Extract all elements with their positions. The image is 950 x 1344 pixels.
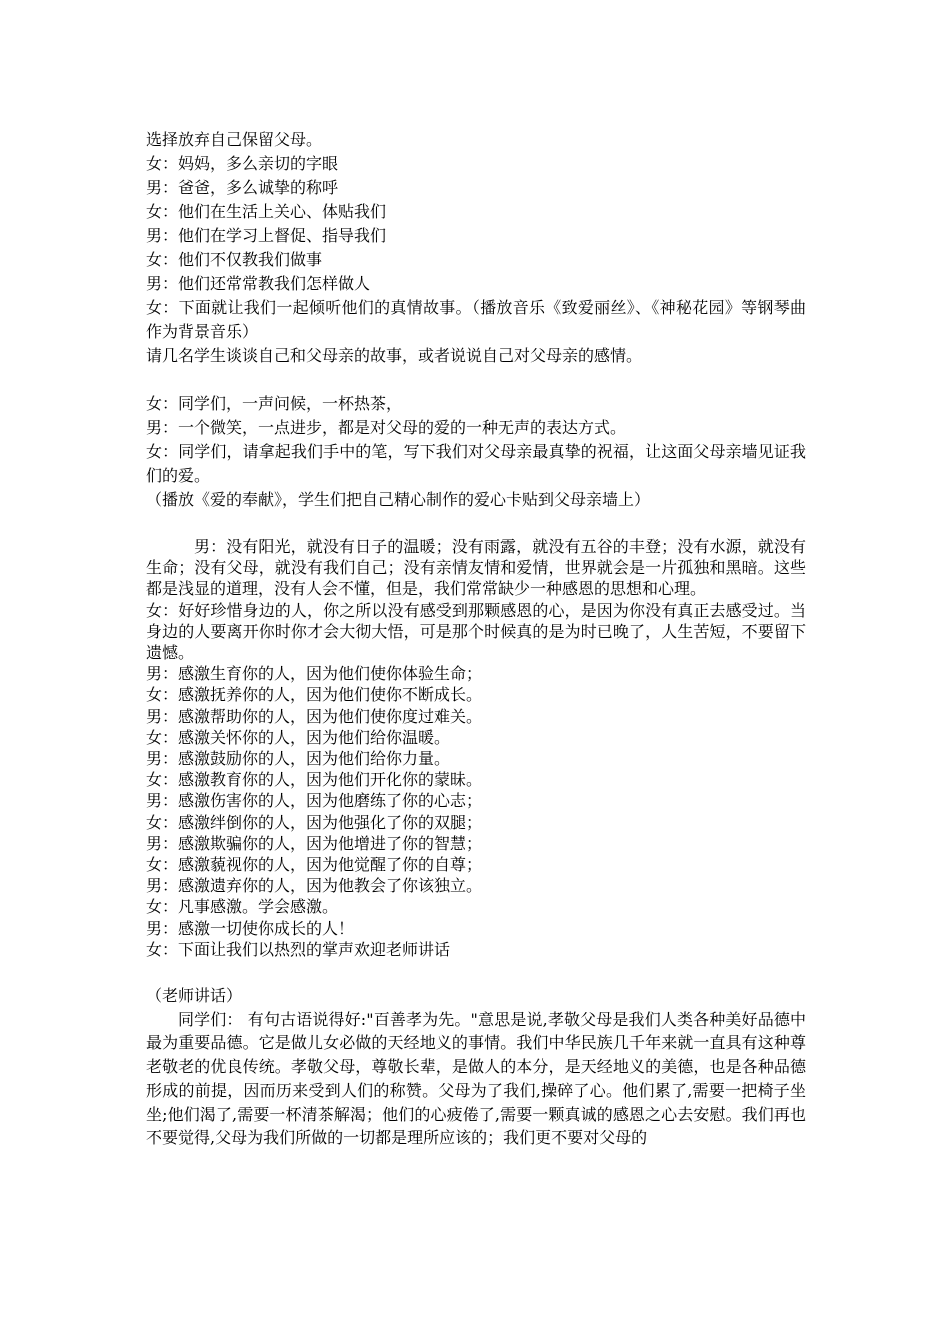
section-gratitude <box>146 536 806 960</box>
spacer <box>146 512 806 536</box>
dialogue-line: 男：一个微笑，一点进步，都是对父母的爱的一种无声的表达方式。 <box>146 418 627 437</box>
dialogue-wish-line: 女：同学们，请拿起我们手中的笔，写下我们对父母亲最真挚的祝福，让这面父母亲墙见证我们的爱。 <box>146 442 806 485</box>
gratitude-paragraph: 男：没有阳光，就没有日子的温暖；没有雨露，就没有五谷的丰登；没有水源，就没有生命；没有父母，就没有我们自己；没有亲情友情和爱情，世界就会是一片孤独和黑暗。这些都是浅显的道理，没有人会不懂，但是，我们常常缺少一种感恩的思想和心理。 <box>146 537 806 599</box>
dialogue-line: 选择放弃自己保留父母。 <box>146 130 323 149</box>
dialogue-line: 女：同学们，一声问候，一杯热茶， <box>146 394 403 413</box>
gratitude-line: 男：感激一切使你成长的人！ <box>146 918 355 938</box>
gratitude-line: 男：感激生育你的人，因为他们使你体验生命； <box>146 664 483 684</box>
gratitude-line: 女：感激关怀你的人，因为他们给你温暖。 <box>146 727 451 747</box>
gratitude-line: 男：感激遗弃你的人，因为他教会了你该独立。 <box>146 876 483 896</box>
spacer <box>146 960 806 984</box>
dialogue-line: 男：爸爸，多么诚挚的称呼 <box>146 178 339 197</box>
teacher-speech-paragraph: 同学们： 有句古语说得好:"百善孝为先。"意思是说,孝敬父母是我们人类各种美好品德中最为重要品德。它是做儿女必做的天经地义的事情。我们中华民族几千年来就一直具有这种尊老敬老的优良传统。孝敬父母，尊敬长辈，是做人的本分，是天经地义的美德，也是各种品德形成的前提，因而历来受到人们的称赞。父母为了我们,操碎了心。他们累了,需要一把椅子坐坐;他们渴了,需要一杯清茶解渴；他们的心疲倦了,需要一颗真诚的感恩之心去安慰。我们再也不要觉得,父母为我们所做的一切都是理所应该的；我们更不要对父母的 <box>146 1009 806 1148</box>
gratitude-line: 男：感激帮助你的人，因为他们使你度过难关。 <box>146 706 483 726</box>
gratitude-line: 女：下面让我们以热烈的掌声欢迎老师讲话 <box>146 939 451 959</box>
section-teacher-speech <box>146 984 806 1150</box>
dialogue-line: 女：他们在生活上关心、体贴我们 <box>146 202 387 221</box>
dialogue-line: 男：他们还常常教我们怎样做人 <box>146 274 371 293</box>
gratitude-line: 女：感激绊倒你的人，因为他强化了你的双腿； <box>146 812 483 832</box>
dialogue-line: 女：他们不仅教我们做事 <box>146 250 323 269</box>
gratitude-line: 男：感激伤害你的人，因为他磨练了你的心志； <box>146 791 483 811</box>
gratitude-line: 男：感激鼓励你的人，因为他们给你力量。 <box>146 749 451 769</box>
gratitude-line: 女：感激抚养你的人，因为他们使你不断成长。 <box>146 685 483 705</box>
document-page <box>146 128 806 1150</box>
student-instruction: 请几名学生谈谈自己和父母亲的故事，或者说说自己对父母亲的感情。 <box>146 346 643 365</box>
gratitude-line: 女：感激藐视你的人，因为他觉醒了你的自尊； <box>146 855 483 875</box>
dialogue-line: 女：妈妈，多么亲切的字眼 <box>146 154 339 173</box>
spacer <box>146 368 806 392</box>
gratitude-paragraph: 女：好好珍惜身边的人，你之所以没有感受到那颗感恩的心，是因为你没有真正去感受过。当身边的人要离开你时你才会大彻大悟，可是那个时候真的是为时已晚了，人生苦短，不要留下遗憾。 <box>146 600 806 663</box>
gratitude-line: 男：感激欺骗你的人，因为他增进了你的智慧； <box>146 833 483 853</box>
teacher-heading: （老师讲话） <box>146 986 243 1006</box>
gratitude-line: 女：感激教育你的人，因为他们开化你的蒙昧。 <box>146 770 483 790</box>
gratitude-line: 女：凡事感激。学会感激。 <box>146 897 339 917</box>
dialogue-music-line: 女：下面就让我们一起倾听他们的真情故事。（播放音乐《致爱丽丝》、《神秘花园》等钢琴曲作为背景音乐） <box>146 298 806 341</box>
section-opening-dialogue <box>146 128 806 368</box>
dialogue-line: 男：他们在学习上督促、指导我们 <box>146 226 387 245</box>
stage-note: （播放《爱的奉献》，学生们把自己精心制作的爱心卡贴到父母亲墙上） <box>146 490 651 509</box>
section-wish-dialogue <box>146 392 806 512</box>
